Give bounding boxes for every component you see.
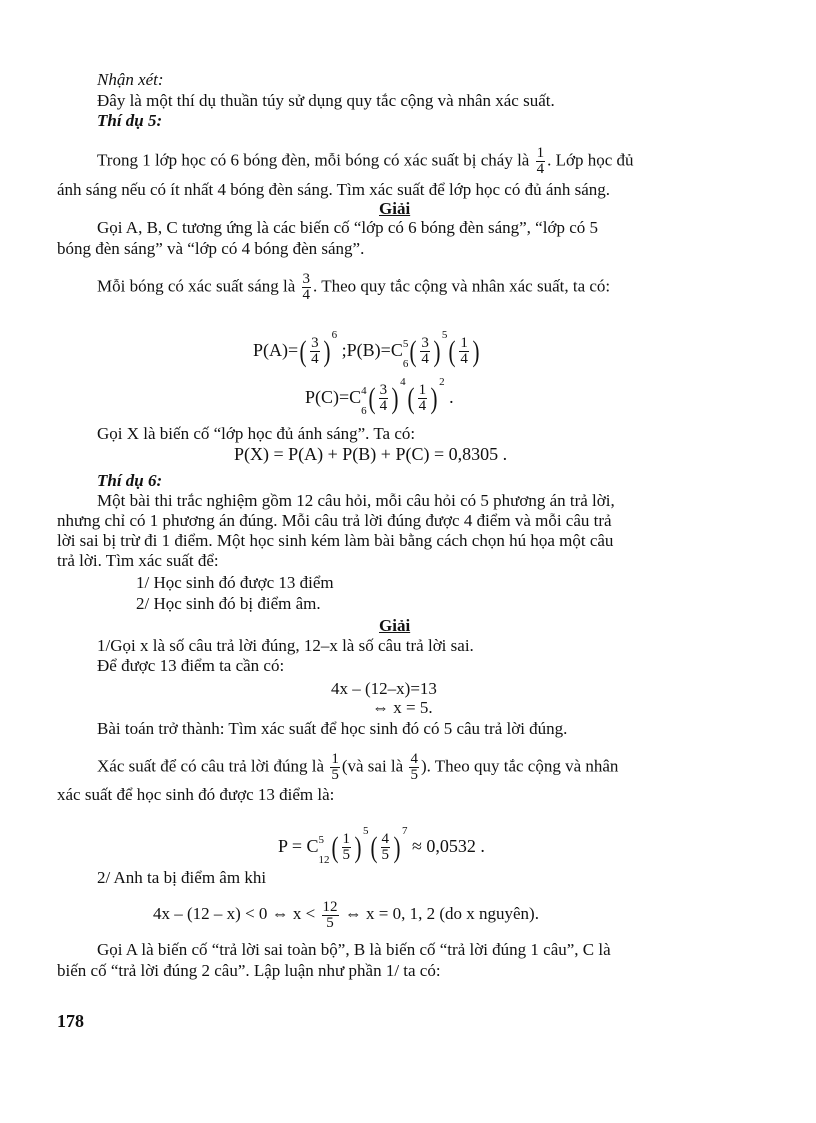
ex6-part2-line1: 2/ Anh ta bị điểm âm khi <box>97 868 267 887</box>
numerator: 1 <box>536 145 545 161</box>
fraction: $\frac{12}{5}$ <box>322 898 338 931</box>
text: ⇔ x = 0, 1, 2 (do x nguyên). <box>344 904 539 923</box>
example-6-heading: Thí dụ 6: <box>97 471 163 490</box>
ex5-solution-line1: Gọi A, B, C tương ứng là các biến cố “lớp có 6 bóng đèn sáng”, “lớp có 5 <box>97 218 598 237</box>
example-5-heading: Thí dụ 5: <box>97 111 163 130</box>
fraction <box>536 146 546 177</box>
numerator: 3 <box>302 271 311 287</box>
fraction <box>302 272 312 303</box>
ex6-answer-line5: xác suất để học sinh đó được 13 điểm là: <box>57 785 335 804</box>
ex5-paragraph-line1 <box>97 146 634 177</box>
ex6-paragraph-line3: lời sai bị trừ đi 1 điểm. Một học sinh kém làm bài bằng cách chọn hú họa một câu <box>57 531 614 550</box>
ex6-answer-line1: 1/Gọi x là số câu trả lời đúng, 12–x là số câu trả lời sai. <box>97 636 474 655</box>
ex6-answer-line3: Bài toán trở thành: Tìm xác suất để học sinh đó có 5 câu trả lời đúng. <box>97 719 568 738</box>
ex6-answer-line2: Để được 13 điểm ta cần có: <box>97 656 285 675</box>
equation-pc: P(C)=C 4 $_6$( $\frac{3}{4}$ ) $^4$( $\frac{1}{4}$ ) $^2$ . <box>305 376 454 417</box>
text: Xác suất để có câu trả lời đúng là <box>97 756 325 776</box>
text: . Lớp học đủ <box>547 150 634 170</box>
ex5-solution-line3 <box>97 272 610 303</box>
remark-text: Đây là một thí dụ thuần túy sử dụng quy tắc cộng và nhân xác suất. <box>97 91 555 110</box>
ex6-paragraph-line2: nhưng chỉ có 1 phương án đúng. Mỗi câu trả lời đúng được 4 điểm và mỗi câu trả <box>57 511 612 530</box>
question-1: 1/ Học sinh đó được 13 điểm <box>136 573 334 592</box>
solution-title: Giải <box>379 616 411 635</box>
equation-probability: P = C 5 $_{12}$( $\frac{1}{5}$ ) $^5$( $\frac{4}{5}$ ) $^7$ ≈ 0,0532 . <box>278 825 485 866</box>
equation-x-equals-5: ⇔ x = 5. <box>372 698 433 717</box>
equation-pa-pb: P(A)=( $\frac{3}{4}$ ) $^6$ ;P(B)=C 5 $_6$( $\frac{3}{4}$ ) $^5$( $\frac{1}{4}$ ) <box>253 329 480 370</box>
text: Trong 1 lớp học có 6 bóng đèn, mỗi bóng có xác suất bị cháy là <box>97 150 530 170</box>
result: ≈ 0,0532 . <box>412 836 485 856</box>
denominator: 4 <box>302 287 311 303</box>
ex5-solution-line4: Gọi X là biến cố “lớp học đủ ánh sáng”. Ta có: <box>97 424 416 443</box>
ex5-paragraph-line2: ánh sáng nếu có ít nhất 4 bóng đèn sáng. Tìm xác suất để lớp học có đủ ánh sáng. <box>57 180 611 199</box>
remark-heading: Nhận xét: <box>97 70 164 89</box>
fraction: $\frac{4}{5}$ <box>410 751 418 783</box>
text: Mỗi bóng có xác suất sáng là <box>97 276 296 296</box>
text: . Theo quy tắc cộng và nhân xác suất, ta có: <box>313 276 611 296</box>
ex5-solution-line2: bóng đèn sáng” và “lớp có 4 bóng đèn sáng”. <box>57 239 365 258</box>
ex6-part2-line3: biến cố “trả lời đúng 2 câu”. Lập luận như phần 1/ ta có: <box>57 961 441 980</box>
text: (và sai là <box>341 756 404 776</box>
denominator: 4 <box>536 161 545 177</box>
solution-title: Giải <box>379 199 411 218</box>
ex6-part2-line2: Gọi A là biến cố “trả lời sai toàn bộ”, B là biến cố “trả lời đúng 1 câu”, C là <box>97 940 611 959</box>
fraction: $\frac{1}{5}$ <box>331 751 339 783</box>
question-2: 2/ Học sinh đó bị điểm âm. <box>136 594 321 613</box>
page-number: 178 <box>57 1011 84 1031</box>
ex6-paragraph-line1: Một bài thi trắc nghiệm gồm 12 câu hỏi, mỗi câu hỏi có 5 phương án trả lời, <box>97 491 615 510</box>
text: ). Theo quy tắc cộng và nhân <box>420 756 619 776</box>
equation-px: P(X) = P(A) + P(B) + P(C) = 0,8305 . <box>234 444 508 464</box>
inequality <box>153 897 539 931</box>
ex6-paragraph-line4: trả lời. Tìm xác suất để: <box>57 551 219 570</box>
ex6-answer-line4 <box>97 752 618 783</box>
text: 4x – (12 – x) < 0 ⇔ x < <box>153 904 316 923</box>
equation-13-points: 4x – (12–x)=13 <box>331 679 437 698</box>
